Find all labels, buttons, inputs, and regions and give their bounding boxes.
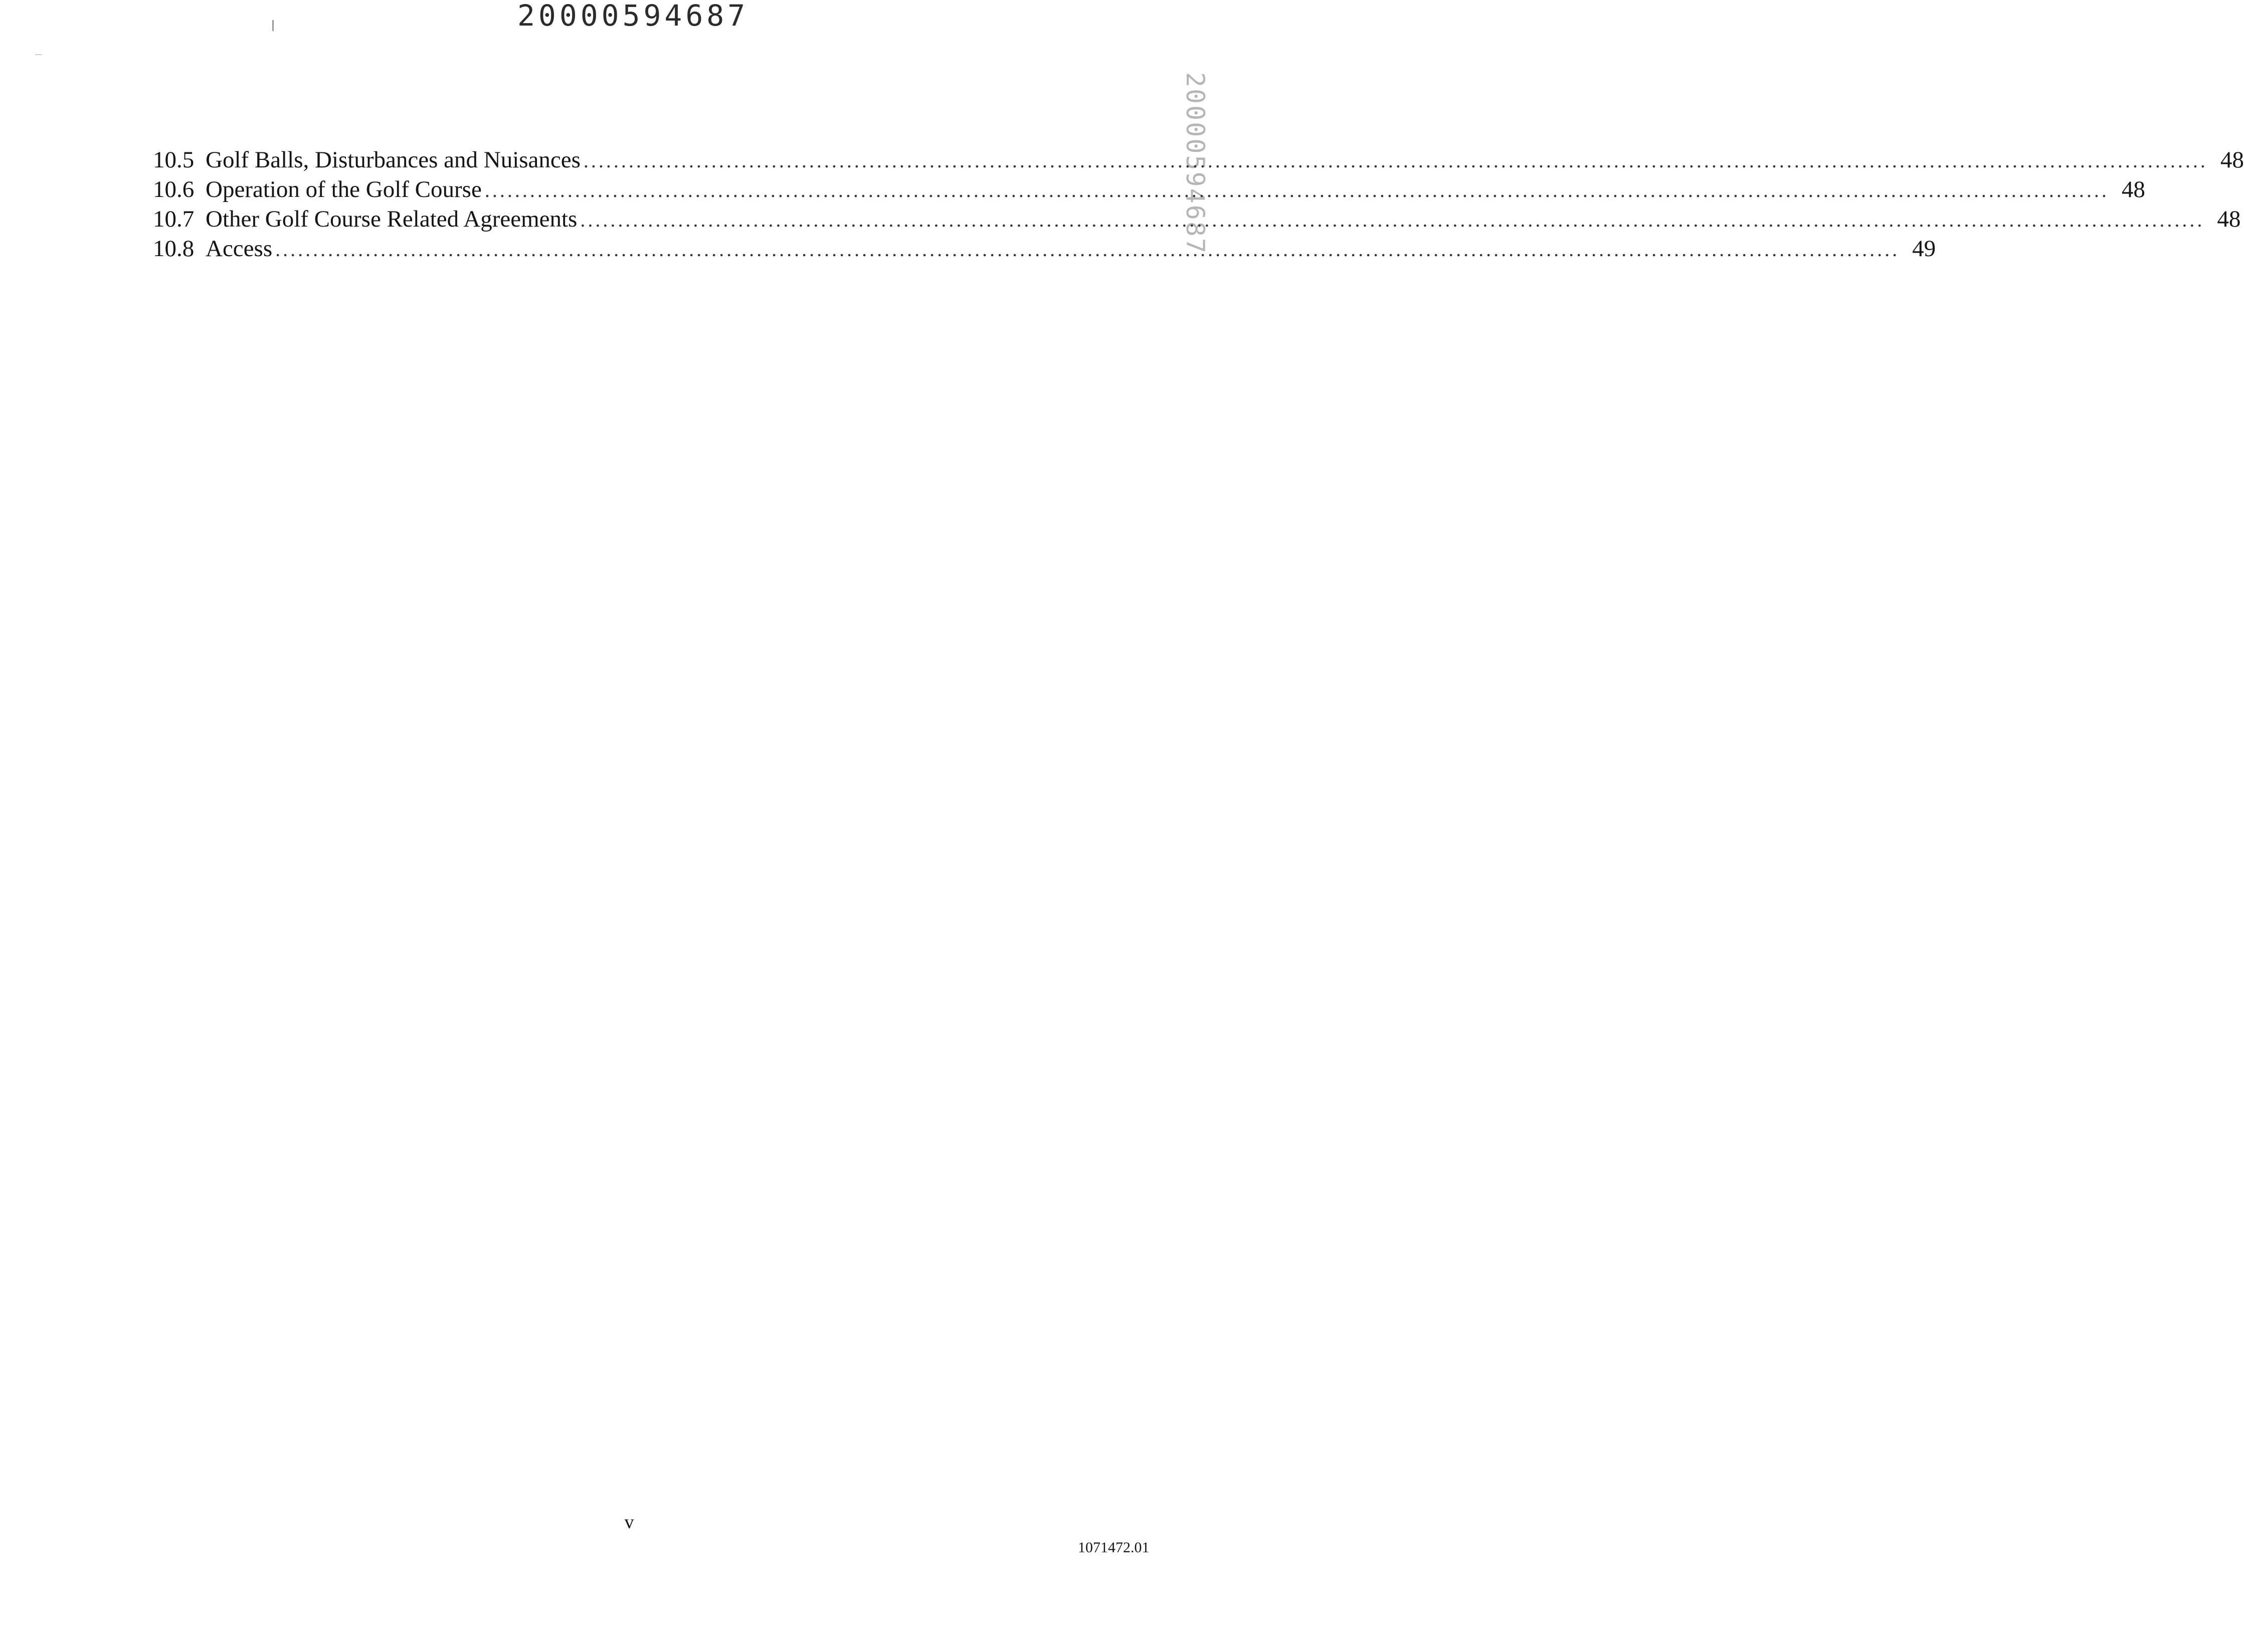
- toc-entry-number: 10.8: [153, 236, 195, 262]
- toc-entry: [153, 234, 1936, 264]
- toc-entry-page: 48: [2121, 176, 2145, 202]
- document-code: 1071472.01: [1078, 1539, 1150, 1556]
- toc-entry-page: 48: [2220, 147, 2244, 173]
- toc-entry-title: Other Golf Course Related Agreements: [206, 206, 578, 232]
- toc-entry: [153, 175, 2145, 204]
- toc-dot-leader: ........................................................................................................................................................................................................................: [484, 179, 2109, 201]
- document-number-header: 20000594687: [517, 0, 749, 33]
- toc-entry: [153, 145, 2244, 175]
- scan-artifact-mark: [35, 54, 42, 55]
- toc-entry: [153, 204, 2241, 234]
- toc-entry-number: 10.6: [153, 176, 195, 202]
- toc-entry-title: Access: [206, 236, 273, 262]
- scan-artifact-mark: [272, 20, 274, 31]
- toc-entry-number: 10.5: [153, 147, 195, 173]
- side-stamp-text: 20000594687: [1181, 72, 1210, 255]
- toc-dot-leader: ........................................................................................................................................................................................................................: [580, 209, 2205, 231]
- toc-entry-number: 10.7: [153, 206, 195, 232]
- toc-dot-leader: ........................................................................................................................................................................................................................: [583, 149, 2208, 172]
- toc-entry-title: Golf Balls, Disturbances and Nuisances: [206, 147, 581, 173]
- toc-entry-page: 49: [1912, 236, 1936, 262]
- toc-entry-title: Operation of the Golf Course: [206, 176, 482, 202]
- toc-entry-page: 48: [2217, 206, 2241, 232]
- toc-dot-leader: ........................................................................................................................................................................................................................: [275, 238, 1900, 261]
- page-number: v: [624, 1512, 634, 1533]
